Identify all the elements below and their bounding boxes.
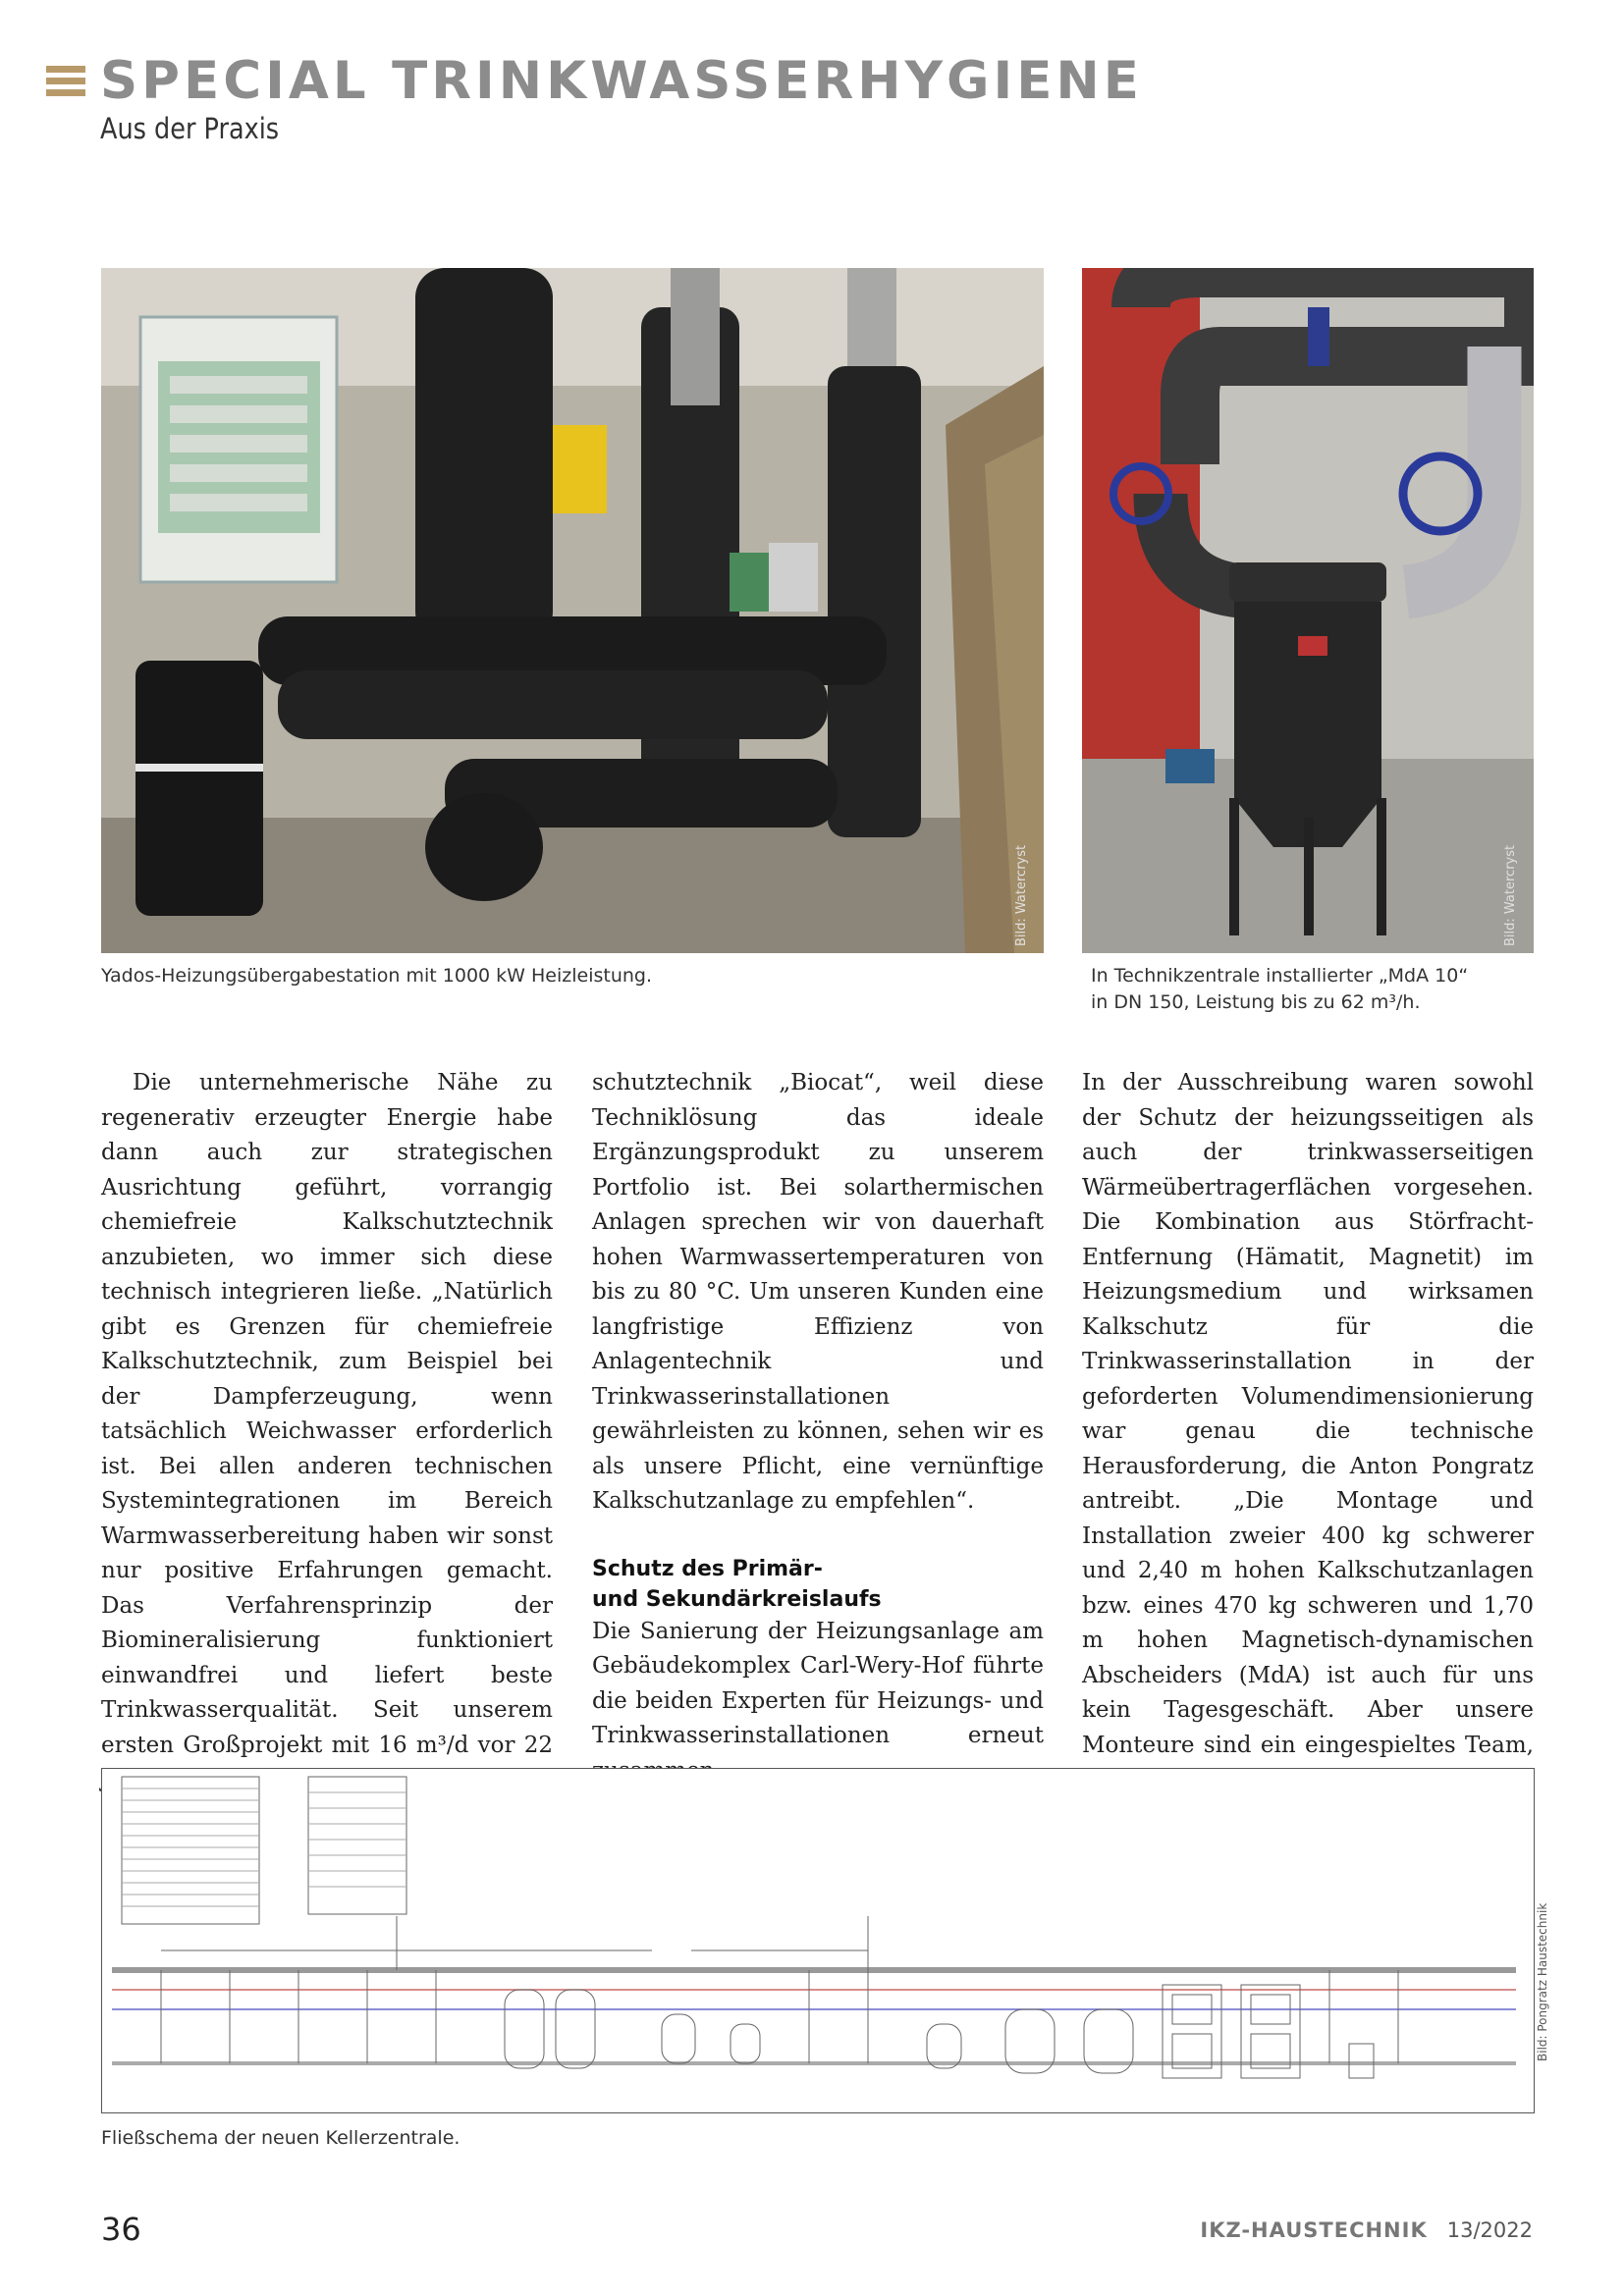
article-col2-paragraph2: Die Sanierung der Heizungsanlage am Gebäudekomplex Carl-Wery-Hof führte die beiden Experten für Heizungs- und Trinkwasserinstallationen erneut — [592, 1618, 1044, 1748]
article-column-1 — [101, 1066, 553, 1833]
article-col2-heading — [592, 1554, 1044, 1615]
photo1-caption: Yados-Heizungsübergabestation mit 1000 kW Heizleistung. — [101, 965, 653, 987]
section-subtitle: Aus der Praxis — [100, 112, 280, 145]
heating-station-illustration — [101, 268, 1044, 953]
magazine-footer — [1200, 2218, 1533, 2242]
photo1-credit: Bild: Watercryst — [1014, 844, 1029, 946]
header-bars-icon — [46, 66, 85, 99]
heading-line2: und Sekundärkreislaufs — [592, 1586, 882, 1612]
photo-mda-filter — [1082, 268, 1534, 953]
magazine-issue: 13/2022 — [1446, 2218, 1533, 2242]
heading-line1: Schutz des Primär- — [592, 1556, 823, 1581]
section-title: SPECIAL TRINKWASSERHYGIENE — [100, 51, 1143, 111]
photo2-caption-line2: in DN 150, Leistung bis zu 62 m³/h. — [1091, 991, 1421, 1013]
flow-schematic — [101, 1768, 1535, 2113]
photo2-credit: Bild: Watercryst — [1503, 844, 1518, 946]
article-col1-text: Die unternehmerische Nähe zu regenerativ erzeugter Energie habe dann auch zur strategischen Ausrichtung geführt, vorrangig chemiefreie Kalkschutztechnik anzubieten, wo immer sich diese technisch integrieren ließe. „Natürlich gibt es Grenzen für chemiefreie Kalkschutztechnik, zum Beispiel bei der Dampferzeugung, wenn tatsächlich Weichwasser erforderlich ist. Bei allen anderen technischen Systemintegrationen im Bereich Warmwasserbereitung haben wir sonst nur positive Erfahrungen gemacht. Das Verfahrensprinzip der Biomineralisierung funktioniert einwandfrei und liefert beste Trinkwasserqualität. Seit unserem ersten Großprojekt mit 16 m³/d vor 22 — [101, 1070, 553, 1758]
magazine-name: IKZ-HAUSTECHNIK — [1200, 2218, 1428, 2242]
photo2-caption-line1: In Technikzentrale installierter „MdA 10“ — [1091, 965, 1469, 987]
mda-filter-illustration — [1082, 268, 1534, 953]
photo-heating-station — [101, 268, 1044, 953]
flow-schematic-drawing — [102, 1769, 1534, 2112]
photo2-caption — [1091, 963, 1468, 1016]
article-col2-paragraph1: schutztechnik „Biocat“, weil diese Techniklösung das ideale Ergänzungsprodukt zu unserem Portfolio ist. Bei solarthermischen Anlagen sprechen wir von dauerhaft hohen Warmwassertemperaturen von bis zu 80 °C. Um unseren Kunden eine langfristige Effizienz von Anlagentechnik und Trinkwasserinstallationen gewährleisten zu können, sehen wir es als unsere Pflicht, eine vernünftige Kalkschutzanlage zu empfehlen“. — [592, 1070, 1044, 1514]
article-col3-text: In der Ausschreibung waren sowohl der Schutz der heizungsseitigen als auch der trinkwasserseitigen Wärmeübertragerflächen vorgesehen. Die Kombination aus Störfracht-Entfernung (Hämatit, Magnetit) im Heizungsmedium und wirksamen Kalkschutz für die Trinkwasserinstallation in der geforderten Volumendimensionierung war genau die technische Herausforderung, die Anton Pongratz antreibt. „Die Montage und Installation zweier 400 kg schwerer und 2,40 m hohen Kalkschutzanlagen bzw. eines 470 kg schweren und 1,70 m hohen Magnetisch-dynamischen Abscheiders (MdA) ist auch für uns kein Tagesgeschäft. Aber unsere Monteure sind ein eingespieltes Team, — [1082, 1070, 1534, 1758]
page-number: 36 — [101, 2211, 141, 2248]
schema-caption: Fließschema der neuen Kellerzentrale. — [101, 2127, 460, 2149]
schema-credit: Bild: Pongratz Haustechnik — [1536, 1902, 1549, 2061]
article-column-2 — [592, 1066, 1044, 1789]
article-column-3 — [1082, 1066, 1534, 1833]
